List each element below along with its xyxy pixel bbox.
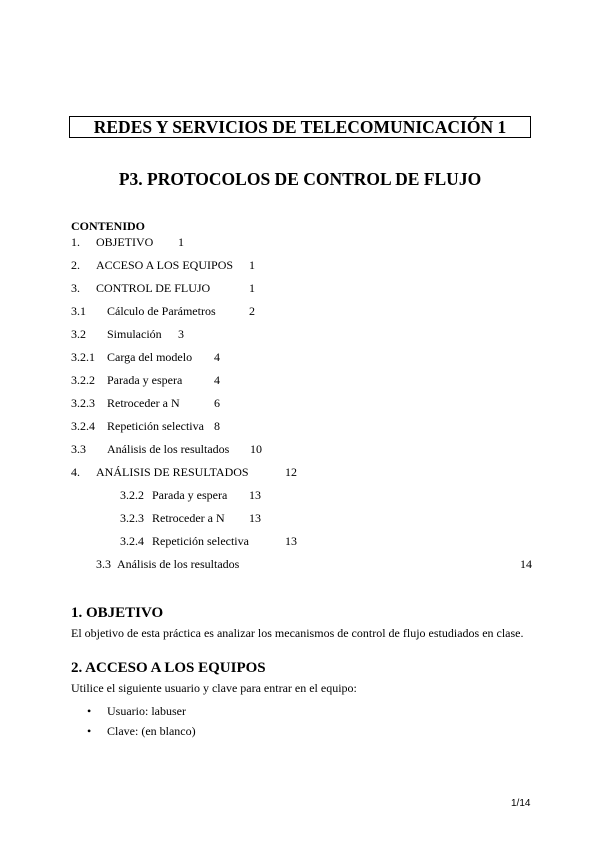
toc-entry-number: 3.1 [71, 304, 86, 318]
toc-entry-title: Parada y espera [152, 488, 228, 502]
section-heading-objetivo: 1. OBJETIVO [71, 605, 164, 621]
toc-entry-title: Repetición selectiva [152, 534, 249, 548]
toc-entry-page: 2 [249, 304, 255, 318]
toc-entry-page: 3 [178, 327, 184, 341]
list-item-text: Clave: (en blanco) [107, 724, 196, 738]
toc-entry-page: 10 [250, 442, 262, 456]
toc-entry-title: Análisis de los resultados [107, 442, 230, 456]
toc-entry-title: ACCESO A LOS EQUIPOS [96, 258, 234, 272]
paragraph-objetivo: El objetivo de esta práctica es analizar los mecanismos de control de flujo estudiados en clase. [71, 626, 524, 640]
toc-entry-page: 6 [214, 396, 220, 410]
bullet-icon: • [87, 724, 92, 738]
toc-entry-title: Análisis de los resultados [117, 557, 240, 571]
toc-entry-number: 3.2.2 [120, 488, 144, 502]
toc-entry-title: Parada y espera [107, 373, 183, 387]
toc-entry-page: 13 [285, 534, 297, 548]
toc-entry-number: 3.2.3 [120, 511, 144, 525]
toc-entry-title: Repetición selectiva [107, 419, 204, 433]
toc-entry-page: 14 [520, 557, 532, 571]
toc-entry-title: Simulación [107, 327, 162, 341]
toc-entry-number: 3.3 [71, 442, 86, 456]
list-item-text: Usuario: labuser [107, 704, 186, 718]
bullet-icon: • [87, 704, 92, 718]
toc-entry-number: 3. [71, 281, 80, 295]
toc-entry-page: 4 [214, 373, 220, 387]
toc-entry-number: 2. [71, 258, 80, 272]
toc-entry-title: Retroceder a N [107, 396, 180, 410]
toc-heading: CONTENIDO [71, 219, 146, 233]
toc-entry-number: 3.3 [96, 557, 111, 571]
toc-entry-number: 4. [71, 465, 80, 479]
toc-entry-page: 1 [178, 235, 184, 249]
toc-entry-number: 3.2.2 [71, 373, 95, 387]
paragraph-acceso: Utilice el siguiente usuario y clave para entrar en el equipo: [71, 681, 357, 695]
toc-entry-page: 1 [249, 258, 255, 272]
toc-entry-title: Cálculo de Parámetros [107, 304, 216, 318]
toc-entry-title: Carga del modelo [107, 350, 193, 364]
toc-entry-page: 13 [249, 511, 261, 525]
toc-entry-number: 3.2.4 [120, 534, 144, 548]
toc-entry-number: 3.2.1 [71, 350, 95, 364]
practice-title: P3. PROTOCOLOS DE CONTROL DE FLUJO [118, 169, 482, 189]
toc-entry-number: 3.2.3 [71, 396, 95, 410]
toc-entry-page: 4 [214, 350, 220, 364]
toc-entry-number: 1. [71, 235, 80, 249]
toc-entry-title: ANÁLISIS DE RESULTADOS [96, 465, 249, 479]
toc-entry-number: 3.2.4 [71, 419, 95, 433]
toc-entry-number: 3.2 [71, 327, 86, 341]
toc-entry-page: 13 [249, 488, 261, 502]
course-title: REDES Y SERVICIOS DE TELECOMUNICACIÓN 1 [69, 116, 531, 138]
toc-entry-title: CONTROL DE FLUJO [96, 281, 211, 295]
toc-entry-page: 8 [214, 419, 220, 433]
page-number: 1/14 [511, 798, 531, 809]
toc-entry-page: 12 [285, 465, 297, 479]
section-heading-acceso: 2. ACCESO A LOS EQUIPOS [71, 660, 266, 676]
toc-entry-page: 1 [249, 281, 255, 295]
toc-entry-title: OBJETIVO [96, 235, 154, 249]
toc-entry-title: Retroceder a N [152, 511, 225, 525]
